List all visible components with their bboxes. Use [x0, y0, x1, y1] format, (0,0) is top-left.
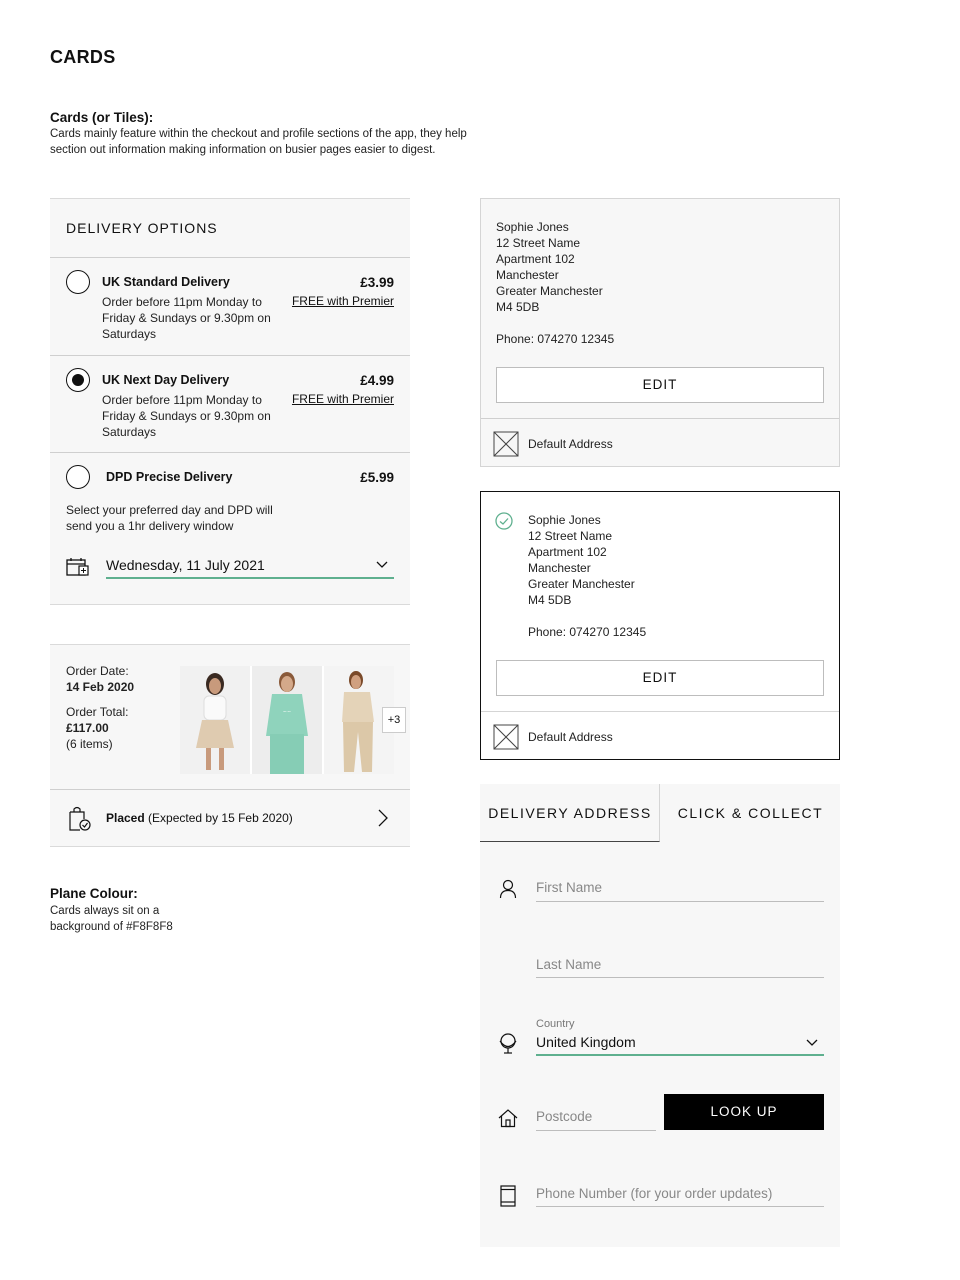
- option-price: £4.99: [360, 373, 394, 388]
- country-value: United Kingdom: [536, 1034, 636, 1050]
- country-label: Country: [536, 1018, 575, 1030]
- option-name: DPD Precise Delivery: [106, 470, 233, 484]
- tab-click-collect[interactable]: [661, 784, 840, 842]
- delivery-options-card: [50, 198, 410, 605]
- home-icon: [498, 1108, 518, 1128]
- calendar-icon: [66, 557, 90, 577]
- status-label: Placed: [106, 811, 145, 825]
- order-status: [106, 811, 293, 825]
- last-name-input[interactable]: Last Name: [536, 957, 602, 972]
- product-image: [180, 666, 250, 774]
- radio-button-selected[interactable]: [66, 368, 90, 392]
- delivery-option-dpd[interactable]: [50, 453, 410, 603]
- tab-label: DELIVERY ADDRESS: [488, 805, 652, 821]
- country-select[interactable]: [536, 1032, 824, 1056]
- bag-check-icon: [68, 806, 92, 832]
- address-phone: Phone: 074270 12345: [528, 625, 647, 639]
- product-thumbnails: [180, 666, 401, 774]
- divider: [481, 711, 839, 712]
- option-desc: Order before 11pm Monday to Friday & Sundays or 9.30pm on Saturdays: [102, 295, 271, 341]
- premier-link[interactable]: FREE with Premier: [291, 294, 394, 308]
- premier-link[interactable]: FREE with Premier: [291, 392, 394, 406]
- delivery-option-next-day[interactable]: [50, 356, 410, 452]
- chevron-right-icon[interactable]: [378, 809, 388, 827]
- option-price: £5.99: [360, 470, 394, 485]
- address-card[interactable]: [480, 198, 840, 467]
- check-circle-icon: [495, 512, 513, 530]
- order-card[interactable]: [50, 644, 410, 847]
- option-desc: Order before 11pm Monday to Friday & Sundays or 9.30pm on Saturdays: [102, 393, 271, 439]
- postcode-input[interactable]: Postcode: [536, 1109, 593, 1124]
- status-expected: (Expected by 15 Feb 2020): [144, 811, 293, 825]
- chevron-down-icon: [806, 1039, 818, 1047]
- address-card-selected[interactable]: [480, 491, 840, 760]
- option-name: UK Standard Delivery: [102, 275, 230, 289]
- option-desc: Select your preferred day and DPD will send you a 1hr delivery window: [66, 503, 273, 533]
- svg-text:∼∼: ∼∼: [282, 709, 292, 715]
- delivery-option-standard[interactable]: [50, 258, 410, 354]
- phone-number-input[interactable]: Phone Number (for your order updates): [536, 1186, 773, 1201]
- field-underline: [536, 1206, 824, 1207]
- order-date-value: 14 Feb 2020: [66, 680, 135, 694]
- tab-label: CLICK & COLLECT: [677, 805, 824, 821]
- divider: [481, 418, 839, 419]
- look-up-button[interactable]: LOOK UP: [664, 1094, 824, 1130]
- checkbox-unchecked-icon[interactable]: [493, 431, 519, 457]
- order-date-label: Order Date:: [66, 664, 129, 678]
- page-title: CARDS: [50, 47, 116, 67]
- date-select[interactable]: [106, 551, 394, 579]
- tab-delivery-address[interactable]: [480, 784, 660, 842]
- intro-heading: Cards (or Tiles):: [50, 110, 154, 125]
- address-form-card: [480, 784, 840, 1247]
- address-lines: Sophie Jones 12 Street Name Apartment 102 Manchester Greater Manchester M4 5DB: [528, 513, 635, 607]
- phone-icon: [500, 1185, 516, 1207]
- checkbox-unchecked-icon[interactable]: [493, 724, 519, 750]
- order-items-count: (6 items): [66, 737, 113, 751]
- globe-icon: [498, 1032, 518, 1056]
- option-price: £3.99: [360, 275, 394, 290]
- field-underline: [536, 977, 824, 978]
- first-name-input[interactable]: First Name: [536, 880, 603, 895]
- plane-colour-heading: Plane Colour:: [50, 886, 138, 901]
- order-total-value: £117.00: [66, 721, 109, 735]
- date-value: Wednesday, 11 July 2021: [106, 557, 265, 573]
- plane-colour-text: Cards always sit on a background of #F8F8F8: [50, 905, 173, 933]
- field-underline: [536, 1130, 656, 1131]
- chevron-down-icon: [376, 561, 388, 569]
- person-icon: [499, 879, 517, 899]
- edit-button[interactable]: EDIT: [496, 367, 824, 403]
- radio-button[interactable]: [66, 270, 90, 294]
- delivery-options-title: DELIVERY OPTIONS: [66, 220, 218, 236]
- address-phone: Phone: 074270 12345: [496, 332, 615, 346]
- intro-text: Cards mainly feature within the checkout and profile sections of the app, they help section out information making information on busier pages easier to digest.: [50, 128, 467, 156]
- default-address-label: Default Address: [528, 437, 613, 451]
- option-name: UK Next Day Delivery: [102, 373, 230, 387]
- order-status-row[interactable]: [50, 790, 410, 847]
- product-image: [252, 666, 322, 774]
- address-lines: Sophie Jones 12 Street Name Apartment 102 Manchester Greater Manchester M4 5DB: [496, 220, 603, 314]
- more-items-badge: +3: [382, 707, 406, 733]
- edit-button[interactable]: EDIT: [496, 660, 824, 696]
- field-underline: [536, 901, 824, 902]
- order-total-label: Order Total:: [66, 705, 129, 719]
- radio-button[interactable]: [66, 465, 90, 489]
- default-address-label: Default Address: [528, 730, 613, 744]
